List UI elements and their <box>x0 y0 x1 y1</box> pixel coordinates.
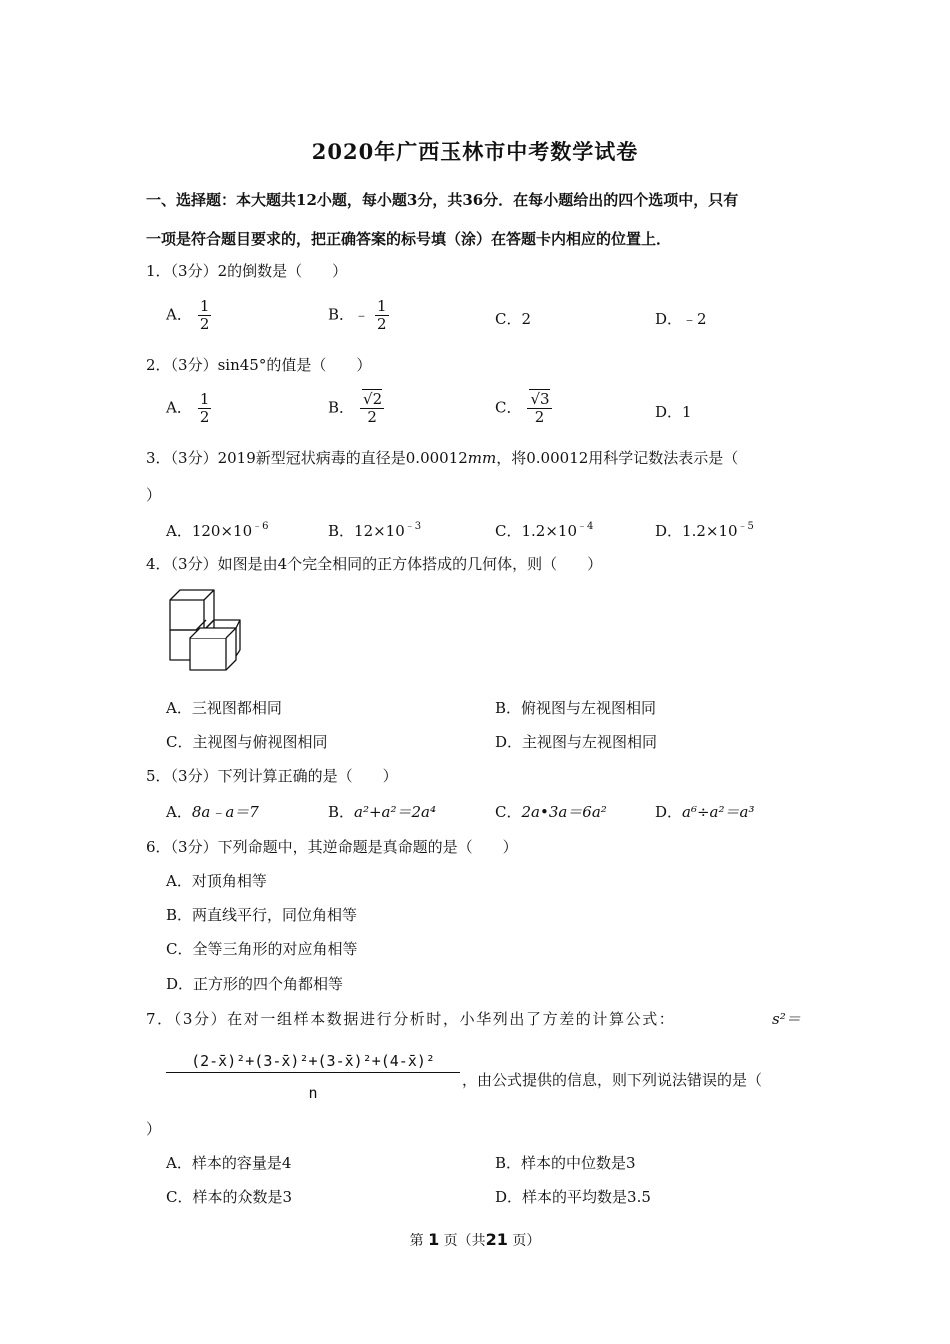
footer-text: 页） <box>512 1233 541 1249</box>
q4-stem: 4．（3分）如图是由4个完全相同的正方体搭成的几何体，则（ ） <box>146 555 603 573</box>
option-text: D．1.2×10 <box>655 522 738 540</box>
q3-option-b <box>328 520 421 541</box>
expression: 8a﹣a＝7 <box>191 803 259 821</box>
q7-stem-continued: ，由公式提供的信息，则下列说法错误的是（ <box>462 1071 763 1089</box>
q3-stem-close: ） <box>146 486 162 504</box>
denominator: 2 <box>199 315 210 333</box>
q3-option-c <box>495 520 593 541</box>
q7-formula-numerator: (2-x̄)²+(3-x̄)²+(3-x̄)²+(4-x̄)² <box>166 1052 460 1073</box>
exponent: ﹣4 <box>577 521 594 532</box>
q7-option-c: C．样本的众数是3 <box>166 1188 293 1206</box>
q2-stem: 2．（3分）sin45°的值是（ ） <box>146 356 372 374</box>
option-text: C．1.2×10 <box>495 522 577 540</box>
denominator: 2 <box>534 408 545 426</box>
q7-option-d: D．样本的平均数是3.5 <box>495 1188 651 1206</box>
q5-option-a <box>166 801 259 822</box>
option-label: A． <box>166 398 192 417</box>
q5-option-d <box>655 801 754 822</box>
q7-formula-denominator: n <box>308 1084 318 1102</box>
q7-stem: 7．（3分）在对一组样本数据进行分析时，小华列出了方差的计算公式： <box>146 1010 676 1028</box>
q4-option-a: A．三视图都相同 <box>166 699 282 717</box>
q1-stem: 1．（3分）2的倒数是（ ） <box>146 262 348 280</box>
q2-option-a <box>166 391 211 426</box>
q1-option-d: D．﹣2 <box>655 310 707 328</box>
stem-text: 3．（3分）2019新型冠状病毒的直径是0.00012 <box>146 449 468 467</box>
cube-face <box>190 638 226 670</box>
option-label: B． <box>328 305 355 324</box>
minus-sign: ﹣ <box>354 305 370 324</box>
option-text: A．120×10 <box>166 522 253 540</box>
page-footer <box>0 1230 950 1250</box>
footer-text: 页（共 <box>443 1233 486 1249</box>
numerator <box>360 391 384 409</box>
q2-option-c <box>495 391 552 426</box>
q6-option-a: A．对顶角相等 <box>166 872 267 890</box>
q7-stem-close: ） <box>146 1120 162 1138</box>
numerator: 1 <box>199 297 210 315</box>
expression: s²＝ <box>772 1010 801 1028</box>
q4-option-b: B．俯视图与左视图相同 <box>495 699 657 717</box>
numerator <box>527 391 551 409</box>
option-label: D． <box>655 803 683 821</box>
q7-option-b: B．样本的中位数是3 <box>495 1154 636 1172</box>
q3-option-d <box>655 520 754 541</box>
q7-variance-symbol <box>772 1008 801 1029</box>
section-heading-line1: 一、选择题：本大题共12小题，每小题3分，共36分．在每小题给出的四个选项中，只有 <box>146 191 739 209</box>
numerator: 1 <box>377 297 387 315</box>
q1-option-c: C．2 <box>495 310 532 328</box>
total-pages: 21 <box>485 1230 508 1249</box>
denominator: 2 <box>377 315 387 333</box>
unit: mm <box>467 449 497 467</box>
q3-option-a <box>166 520 269 541</box>
cube-face <box>170 600 204 630</box>
fraction <box>198 391 212 426</box>
denominator: 2 <box>367 408 377 426</box>
option-label: B． <box>328 398 355 417</box>
option-label: A． <box>166 305 192 324</box>
q6-option-d: D．正方形的四个角都相等 <box>166 975 344 993</box>
q6-option-c: C．全等三角形的对应角相等 <box>166 940 358 958</box>
q5-option-c <box>495 801 607 822</box>
q2-option-d: D．1 <box>655 403 692 421</box>
footer-text: 第 <box>409 1233 424 1249</box>
exponent: ﹣5 <box>737 521 754 532</box>
page-title: 2020年广西玉林市中考数学试卷 <box>311 139 639 164</box>
q5-stem: 5．（3分）下列计算正确的是（ ） <box>146 767 398 785</box>
exponent: ﹣3 <box>404 521 422 532</box>
cube-stack-figure <box>166 588 248 672</box>
fraction <box>198 298 212 333</box>
fraction <box>527 391 551 426</box>
option-label: C． <box>495 803 522 821</box>
option-label: C． <box>495 398 522 417</box>
numerator: 1 <box>199 390 210 408</box>
q2-option-b <box>328 391 384 426</box>
page-number: 1 <box>428 1230 440 1249</box>
stem-text: ，将0.00012用科学记数法表示是（ <box>496 449 739 467</box>
radical: √2 <box>363 390 383 408</box>
fraction <box>360 391 384 426</box>
expression: a⁶÷a²＝a³ <box>682 803 755 821</box>
exponent: ﹣6 <box>252 521 269 532</box>
option-label: A． <box>166 803 192 821</box>
expression: 2a•3a＝6a² <box>521 803 607 821</box>
q6-option-b: B．两直线平行，同位角相等 <box>166 906 358 924</box>
q4-option-d: D．主视图与左视图相同 <box>495 733 658 751</box>
q1-option-b <box>328 298 389 333</box>
section-heading-line2: 一项是符合题目要求的，把正确答案的标号填（涂）在答题卡内相应的位置上． <box>146 230 672 248</box>
q3-stem <box>146 447 738 468</box>
q1-option-a <box>166 298 211 333</box>
option-text: B．12×10 <box>328 522 405 540</box>
q5-option-b <box>328 801 436 822</box>
denominator: 2 <box>199 408 210 426</box>
fraction <box>375 298 389 333</box>
q7-option-a: A．样本的容量是4 <box>166 1154 292 1172</box>
q6-stem: 6．（3分）下列命题中，其逆命题是真命题的是（ ） <box>146 838 518 856</box>
q4-option-c: C．主视图与俯视图相同 <box>166 733 328 751</box>
expression: a²+a²＝2a⁴ <box>354 803 437 821</box>
option-label: B． <box>328 803 355 821</box>
radical: √3 <box>530 390 550 408</box>
